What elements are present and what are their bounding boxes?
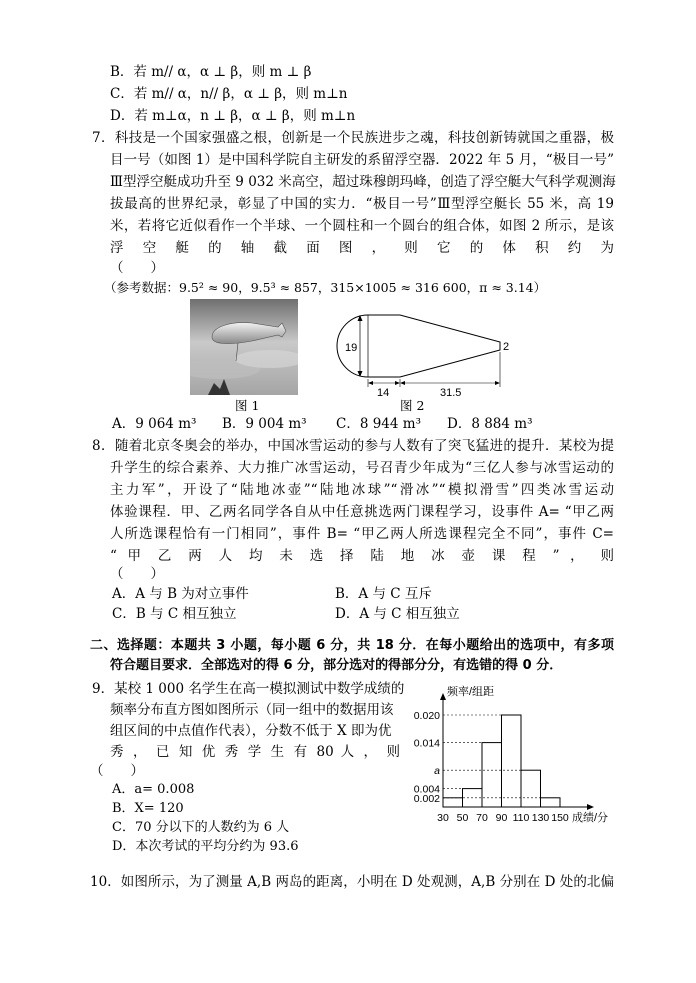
q9-line-1: 9．某校 1 000 名学生在高一模拟测试中数学成绩的 [92, 681, 405, 697]
x-tick-label: 150 [551, 812, 569, 824]
dim-label-19: 19 [345, 342, 358, 354]
q8-line-1: 8．随着北京冬奥会的举办，中国冰雪运动的参与人数有了突飞猛进的提升．某校为提 [92, 438, 614, 454]
histogram-bar-130-150 [541, 798, 561, 807]
q6-option-d: D．若 m⊥α，n ⊥ β，α ⊥ β，则 m⊥n [110, 108, 356, 124]
q8-answer-paren: （ ） [110, 566, 164, 582]
q9-line-2: 频率分布直方图如图所示（同一组中的数据用该 [110, 702, 394, 718]
q8-line-2: 升学生的综合素养、大力推广冰雪运动，号召青少年成为“三亿人参与冰雪运动的 [110, 460, 614, 476]
figure-1-caption: 图 1 [235, 398, 260, 413]
x-tick-label: 90 [495, 812, 508, 824]
q9-answer-paren: （ ） [90, 763, 144, 779]
x-tick-label: 70 [476, 812, 488, 824]
q9-option-d: D．本次考试的平均分约为 93.6 [112, 839, 299, 854]
q7-line-3: Ⅲ型浮空艇成功升至 9 032 米高空，超过珠穆朗玛峰，创造了浮空艇大气科学观测海 [110, 174, 616, 190]
q9-line-3: 组区间的中点值作代表），分数不低于 X 即为优 [110, 723, 392, 739]
x-axis-label: 成绩/分 [572, 812, 609, 824]
dim-label-2: 2 [503, 341, 510, 353]
q9-option-c: C．70 分以下的人数约为 6 人 [112, 820, 290, 835]
q8-line-3: 主力军”，开设了“陆地冰壶”“陆地冰球”“滑冰”“模拟滑雪”四类冰雪运动 [110, 482, 614, 498]
q6-option-b: B．若 m// α，α ⊥ β，则 m ⊥ β [110, 64, 312, 80]
q7-line-2: 目一号（如图 1）是中国科学院自主研发的系留浮空器．2022 年 5 月，“极目一号” [110, 152, 614, 168]
q8-option-c: C．B 与 C 相互独立 [112, 606, 237, 622]
q8-line-6: “ 甲 乙 两 人 均 未 选 择 陆 地 冰 壶 课 程 ” ， 则 [110, 548, 614, 564]
q8-line-5: 人所选课程恰有一门相同”，事件 B= “甲乙两人所选课程完全不同”，事件 C= [110, 526, 614, 542]
y-axis-arrow [440, 693, 446, 700]
x-tick-label: 50 [456, 812, 469, 824]
y-tick-label: 0.020 [413, 710, 440, 722]
q7-reference-data: （参考数据：9.5² ≈ 90，9.5³ ≈ 857，315×1005 ≈ 316 600，π ≈ 3.14） [104, 280, 547, 295]
x-tick-label: 110 [512, 812, 530, 824]
q7-line-6: 浮 空 艇 的 轴 截 面 图 ， 则 它 的 体 积 约 为 [110, 240, 614, 256]
figure-2-caption: 图 2 [400, 398, 425, 413]
dim-label-14: 14 [377, 387, 390, 399]
y-tick-label: 0.004 [413, 783, 440, 796]
y-axis-label: 频率/组距 [447, 686, 495, 698]
figure-1-airship-photo [190, 299, 298, 395]
dim-label-31-5: 31.5 [440, 387, 462, 399]
histogram-bar-110-130 [521, 770, 541, 807]
section-2-heading-line-2: 符合题目要求．全部选对的得 6 分，部分选对的得部分分，有选错的得 0 分． [110, 658, 563, 673]
q8-option-b: B．A 与 C 互斥 [335, 586, 432, 602]
histogram-bar-70-90 [482, 743, 502, 807]
frequency-histogram [400, 683, 660, 828]
q8-option-a: A．A 与 B 为对立事件 [112, 586, 249, 602]
figure-2-cross-section [318, 299, 518, 399]
q7-line-5: 米，若将它近似看作一个半球、一个圆柱和一个圆台的组合体，如图 2 所示，是该 [110, 218, 614, 234]
y-tick-label: 0.002 [413, 792, 440, 805]
q6-option-c: C．若 m// α，n// β，α ⊥ β，则 m⊥n [110, 86, 348, 102]
q7-option-b: B．9 004 m³ [222, 416, 307, 432]
airship-outline [337, 315, 500, 377]
section-2-heading-line-1: 二、选择题：本题共 3 小题，每小题 6 分，共 18 分．在每小题给出的选项中，有多项 [90, 638, 614, 653]
y-tick-label: 0.014 [413, 737, 440, 750]
q7-answer-paren: （ ） [110, 260, 164, 276]
q7-line-1: 7．科技是一个国家强盛之根，创新是一个民族进步之魂，科技创新铸就国之重器，极 [92, 130, 614, 146]
histogram-bar-90-110 [502, 715, 522, 807]
q9-option-a: A．a= 0.008 [112, 782, 195, 797]
q8-option-d: D．A 与 C 相互独立 [335, 606, 460, 622]
q7-option-a: A．9 064 m³ [112, 416, 197, 432]
y-tick-label: a [434, 765, 440, 778]
q7-option-d: D．8 884 m³ [447, 416, 533, 432]
x-tick-label: 130 [531, 812, 550, 824]
x-tick-label: 30 [437, 812, 449, 824]
q7-line-4: 拔最高的世界纪录，彰显了中国的实力．“极目一号”Ⅲ型浮空艇长 55 米，高 19 [110, 196, 614, 212]
x-axis-arrow [587, 804, 594, 810]
q7-option-c: C．8 944 m³ [336, 416, 421, 432]
q9-line-4: 秀 ， 已 知 优 秀 学 生 有 80 人 ， 则 [110, 744, 400, 760]
q10-line-1: 10．如图所示，为了测量 A,B 两岛的距离，小明在 D 处观测，A,B 分别在 D 处的北偏 [90, 874, 614, 890]
q9-option-b: B．X= 120 [112, 801, 184, 816]
histogram-bar-30-50 [443, 798, 463, 807]
q8-line-4: 体验课程．甲、乙两名同学各自从中任意挑选两门课程学习，设事件 A= “甲乙两 [110, 504, 614, 520]
